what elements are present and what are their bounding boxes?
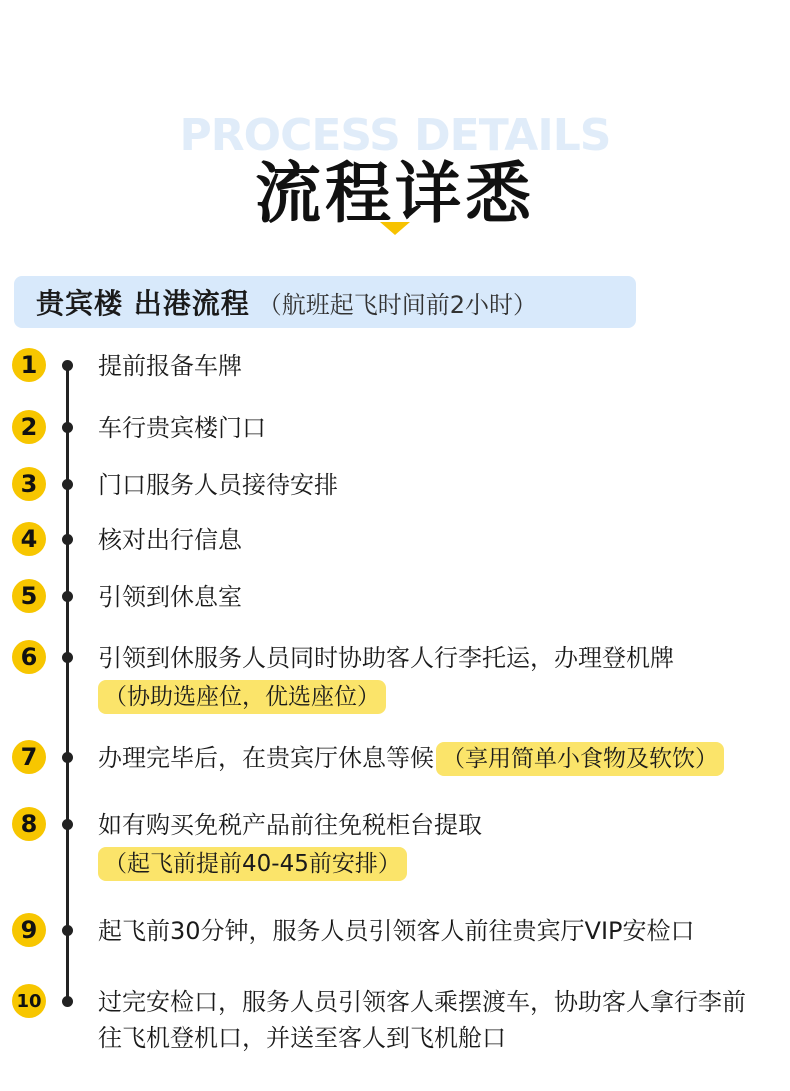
step-text [98,348,778,384]
timeline-dot [62,360,73,371]
step-text [98,984,768,1056]
timeline-dot [62,422,73,433]
down-arrow-icon [380,222,410,235]
step-label: 引领到休服务人员同时协助客人行李托运，办理登机牌 [98,644,674,672]
step-label: 起飞前30分钟，服务人员引领客人前往贵宾厅VIP安检口 [98,917,695,945]
timeline-dot [62,591,73,602]
step-label: 过完安检口，服务人员引领客人乘摆渡车，协助客人拿行李前往飞机登机口，并送至客人到飞机舱口 [98,988,746,1052]
step-number-badge: 3 [12,467,46,501]
section-header [14,276,636,328]
timeline-dot [62,752,73,763]
step-text [98,913,778,949]
step-text [98,740,778,776]
timeline-dot [62,819,73,830]
page-title: 流程详悉 [255,155,535,232]
step-label: 门口服务人员接待安排 [98,471,338,499]
background-watermark-text: PROCESS DETAILS [179,110,611,161]
step-text [98,807,778,881]
timeline-dot [62,652,73,663]
step-text [98,467,778,503]
step-number-badge: 1 [12,348,46,382]
step-note-highlight: （协助选座位，优选座位） [98,680,386,714]
step-label: 提前报备车牌 [98,352,242,380]
step-label: 引领到休息室 [98,583,242,611]
step-text [98,522,778,558]
step-number-badge: 6 [12,640,46,674]
timeline-dot [62,996,73,1007]
step-number-badge: 7 [12,740,46,774]
step-text [98,579,778,615]
timeline-dot [62,925,73,936]
step-number-badge: 8 [12,807,46,841]
section-title: 贵宾楼 出港流程 [36,287,250,320]
step-label: 如有购买免税产品前往免税柜台提取 [98,811,482,839]
timeline-line [66,366,69,1002]
timeline-dot [62,534,73,545]
timeline-dot [62,479,73,490]
step-text [98,410,778,446]
step-label: 办理完毕后，在贵宾厅休息等候 [98,744,434,772]
step-text [98,640,778,714]
section-subtitle: （航班起飞时间前2小时） [257,290,538,319]
step-label: 车行贵宾楼门口 [98,414,266,442]
step-note-highlight: （起飞前提前40-45前安排） [98,847,407,881]
step-label: 核对出行信息 [98,526,242,554]
step-note-highlight: （享用简单小食物及软饮） [436,742,724,776]
step-number-badge: 5 [12,579,46,613]
step-number-badge: 9 [12,913,46,947]
step-number-badge: 10 [12,984,46,1018]
step-number-badge: 4 [12,522,46,556]
step-number-badge: 2 [12,410,46,444]
